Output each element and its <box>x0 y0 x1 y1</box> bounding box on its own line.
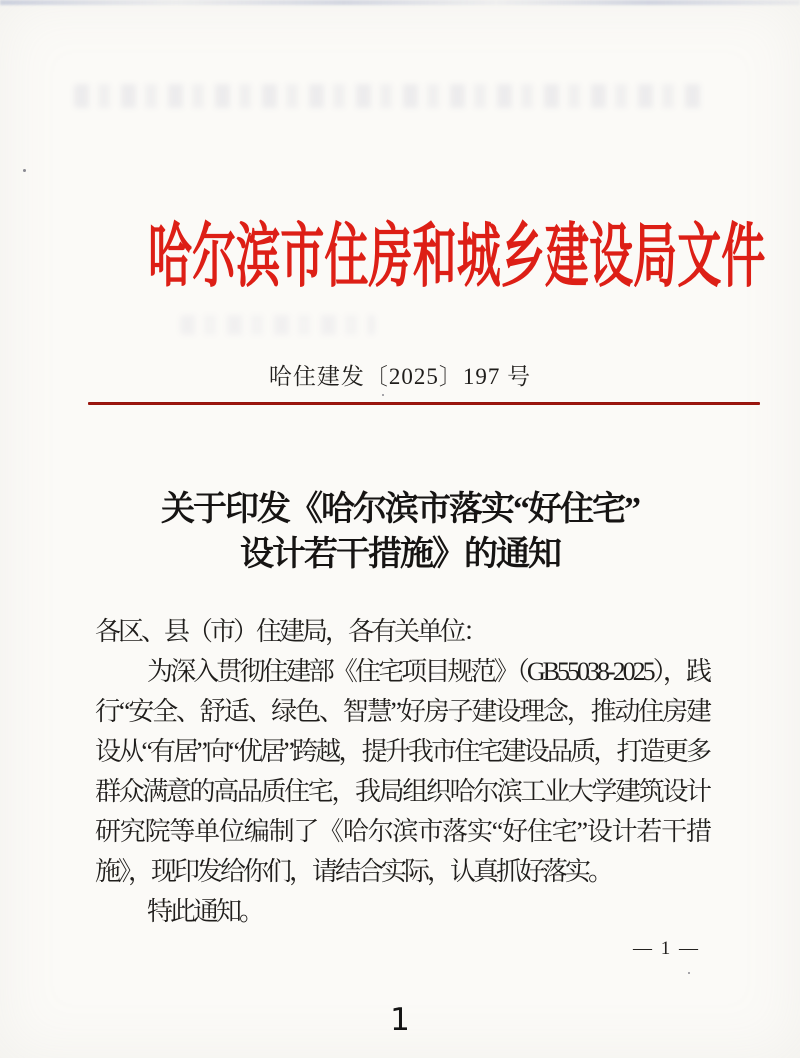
red-separator-rule <box>88 402 760 405</box>
document-title-line1: 关于印发《哈尔滨市落实“好住宅” <box>161 491 639 528</box>
document-title <box>0 487 800 577</box>
bleedthrough-ghost-top <box>74 84 702 108</box>
bleedthrough-ghost-mid <box>180 315 375 335</box>
salutation: 各区、县（市）住建局，各有关单位： <box>95 617 487 646</box>
body-paragraph: 特此通知。 <box>147 897 263 926</box>
document-title-line2: 设计若干措施》的通知 <box>240 536 560 573</box>
scan-speck <box>23 169 26 172</box>
scan-edge-artifact <box>0 0 800 5</box>
letterhead-title: 哈尔滨市住房和城乡建设局文件 <box>148 219 766 296</box>
page-number: — 1 — <box>633 938 700 959</box>
scan-speck <box>382 394 384 396</box>
scan-speck <box>688 972 690 974</box>
viewer-page-indicator: 1 <box>390 1002 410 1038</box>
body-paragraph: 为深入贯彻住建部《住宅项目规范》（GB55038-2025），践行“安全、舒适、绿色、智慧”好房子建设理念，推动住房建设从“有居”向“优居”跨越，提升我市住宅建设品质，打造更多群众满意的高品质住宅，我局组织哈尔滨工业大学建筑设计研究院等单位编制了《哈尔滨市落实“好住宅”设计若干措施》，现印发给你们，请结合实际，认真抓好落实。 <box>95 657 709 886</box>
document-number: 哈住建发〔2025〕197 号 <box>268 364 532 389</box>
document-body <box>95 612 709 932</box>
